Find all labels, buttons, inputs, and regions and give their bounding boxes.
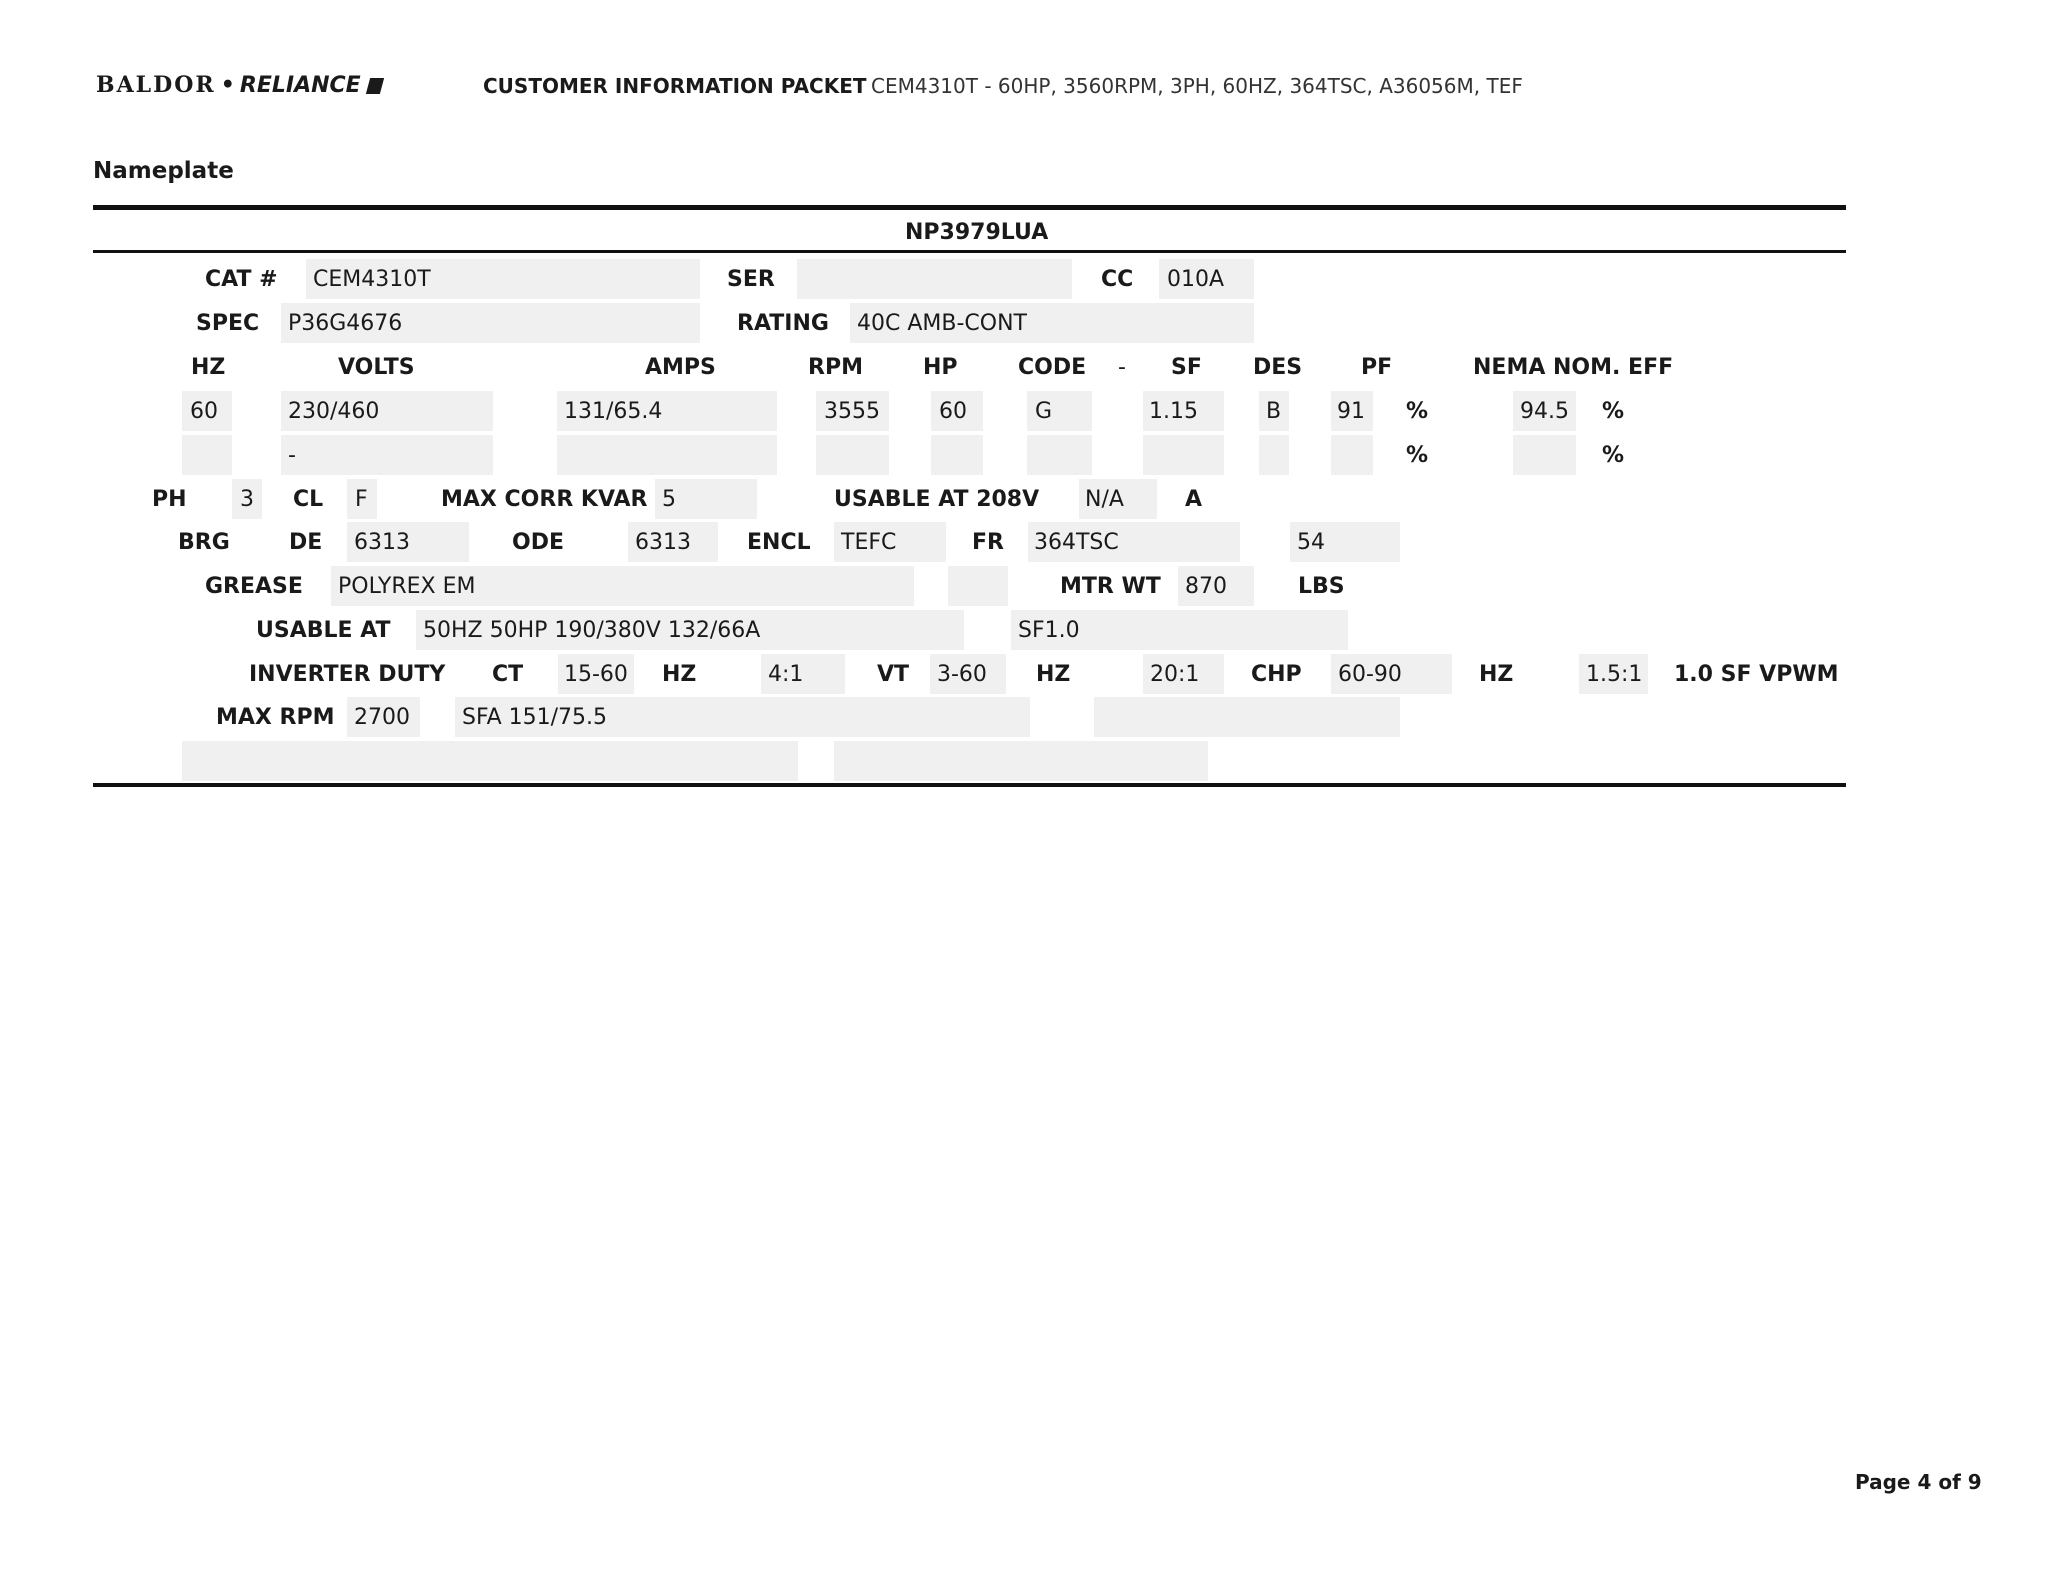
ode-value: 6313 bbox=[635, 530, 691, 555]
product-summary: CEM4310T - 60HP, 3560RPM, 3PH, 60HZ, 364TSC, A36056M, TEF bbox=[871, 74, 1523, 98]
des-value: B bbox=[1266, 399, 1282, 424]
de-value: 6313 bbox=[354, 530, 410, 555]
des-box-2 bbox=[1259, 435, 1289, 475]
max-corr-kvar-label: MAX CORR KVAR bbox=[441, 487, 648, 512]
usable-at-label: USABLE AT bbox=[256, 618, 391, 643]
hz-value: 60 bbox=[190, 399, 218, 424]
amps-box-2 bbox=[557, 435, 777, 475]
page-number: Page 4 of 9 bbox=[1855, 1470, 1982, 1494]
spec-label: SPEC bbox=[196, 311, 260, 336]
rating-label: RATING bbox=[737, 311, 829, 336]
blank-box-2 bbox=[834, 741, 1208, 781]
rpm-value: 3555 bbox=[824, 399, 880, 424]
nema-eff-value: 94.5 bbox=[1520, 399, 1569, 424]
max-rpm-label: MAX RPM bbox=[216, 705, 335, 730]
logo-reliance: RELIANCE bbox=[239, 73, 361, 98]
ct-hz-label: HZ bbox=[662, 662, 697, 687]
pf-label: PF bbox=[1361, 355, 1393, 380]
blank-box-1 bbox=[182, 741, 798, 781]
rating-value: 40C AMB-CONT bbox=[857, 311, 1027, 336]
code-label: CODE bbox=[1018, 355, 1087, 380]
hp-box-2 bbox=[931, 435, 983, 475]
usable-at-sf-value: SF1.0 bbox=[1018, 618, 1080, 643]
vt-hz-label: HZ bbox=[1036, 662, 1071, 687]
lbs-label: LBS bbox=[1298, 574, 1345, 599]
rpm-box-2 bbox=[816, 435, 889, 475]
chp-ratio-value: 1.5:1 bbox=[1586, 662, 1643, 687]
fr-extra-value: 54 bbox=[1297, 530, 1325, 555]
amps-value: 131/65.4 bbox=[564, 399, 663, 424]
ser-box bbox=[797, 259, 1072, 299]
pf-pct: % bbox=[1406, 399, 1429, 424]
eff-box-2 bbox=[1513, 435, 1576, 475]
cl-value: F bbox=[355, 487, 368, 512]
cl-label: CL bbox=[293, 487, 324, 512]
cat-label: CAT # bbox=[205, 267, 278, 292]
hz-label: HZ bbox=[191, 355, 226, 380]
max-rpm-value: 2700 bbox=[354, 705, 410, 730]
hp-label: HP bbox=[923, 355, 958, 380]
mtr-wt-value: 870 bbox=[1185, 574, 1227, 599]
hp-value: 60 bbox=[939, 399, 967, 424]
usable-208-label: USABLE AT 208V bbox=[834, 487, 1040, 512]
sf-value: 1.15 bbox=[1149, 399, 1198, 424]
ct-value: 15-60 bbox=[564, 662, 628, 687]
nameplate-id: NP3979LUA bbox=[905, 220, 1049, 245]
volts-box-2 bbox=[281, 435, 493, 475]
section-title: Nameplate bbox=[93, 158, 234, 184]
vt-ratio-value: 20:1 bbox=[1150, 662, 1200, 687]
rpm-label: RPM bbox=[808, 355, 863, 380]
cc-value: 010A bbox=[1167, 267, 1225, 292]
de-label: DE bbox=[289, 530, 323, 555]
cc-label: CC bbox=[1101, 267, 1134, 292]
max-corr-kvar-value: 5 bbox=[662, 487, 676, 512]
encl-value: TEFC bbox=[841, 530, 897, 555]
chp-value: 60-90 bbox=[1338, 662, 1402, 687]
maxrpm-extra-box bbox=[1094, 697, 1400, 737]
amps-label: AMPS bbox=[645, 355, 716, 380]
ode-label: ODE bbox=[512, 530, 564, 555]
top-rule bbox=[93, 205, 1846, 210]
spec-value: P36G4676 bbox=[288, 311, 403, 336]
logo-baldor: BALDOR bbox=[96, 72, 216, 98]
mtr-wt-label: MTR WT bbox=[1060, 574, 1161, 599]
usable-208-unit: A bbox=[1185, 487, 1203, 512]
sf-box-2 bbox=[1143, 435, 1224, 475]
volts-value: 230/460 bbox=[288, 399, 380, 424]
brg-label: BRG bbox=[178, 530, 230, 555]
logo-mark-icon bbox=[366, 78, 384, 94]
ct-label: CT bbox=[492, 662, 524, 687]
logo-dot: • bbox=[220, 72, 235, 98]
encl-label: ENCL bbox=[747, 530, 811, 555]
inverter-duty-label: INVERTER DUTY bbox=[249, 662, 446, 687]
code-dash: - bbox=[1118, 355, 1126, 380]
ph-value: 3 bbox=[240, 487, 254, 512]
code-box-2 bbox=[1027, 435, 1092, 475]
bottom-rule bbox=[93, 783, 1846, 787]
ser-label: SER bbox=[727, 267, 775, 292]
hz-box-2 bbox=[182, 435, 232, 475]
des-label: DES bbox=[1253, 355, 1303, 380]
sf-label: SF bbox=[1171, 355, 1202, 380]
pf-box-2 bbox=[1331, 435, 1373, 475]
sf-vpwm-label: 1.0 SF VPWM bbox=[1674, 662, 1839, 687]
volts-label: VOLTS bbox=[338, 355, 415, 380]
volts-value-2: - bbox=[288, 443, 296, 468]
grease-value: POLYREX EM bbox=[338, 574, 476, 599]
brand-logo bbox=[96, 72, 382, 98]
usable-208-value: N/A bbox=[1085, 487, 1124, 512]
ct-ratio-value: 4:1 bbox=[768, 662, 804, 687]
nema-eff-pct-2: % bbox=[1602, 443, 1625, 468]
nema-eff-pct: % bbox=[1602, 399, 1625, 424]
ph-label: PH bbox=[152, 487, 187, 512]
code-value: G bbox=[1035, 399, 1053, 424]
vt-value: 3-60 bbox=[937, 662, 987, 687]
pf-pct-2: % bbox=[1406, 443, 1429, 468]
chp-hz-label: HZ bbox=[1479, 662, 1514, 687]
max-rpm-note: SFA 151/75.5 bbox=[462, 705, 608, 730]
header-rule bbox=[93, 250, 1846, 253]
packet-title: CUSTOMER INFORMATION PACKET bbox=[483, 74, 867, 98]
grease-extra-box bbox=[948, 566, 1008, 606]
grease-label: GREASE bbox=[205, 574, 303, 599]
fr-label: FR bbox=[972, 530, 1004, 555]
fr-value: 364TSC bbox=[1034, 530, 1119, 555]
pf-value: 91 bbox=[1337, 399, 1365, 424]
cat-value: CEM4310T bbox=[313, 267, 431, 292]
nema-eff-label: NEMA NOM. EFF bbox=[1473, 355, 1674, 380]
vt-label: VT bbox=[877, 662, 910, 687]
usable-at-value: 50HZ 50HP 190/380V 132/66A bbox=[423, 618, 761, 643]
chp-label: CHP bbox=[1251, 662, 1302, 687]
